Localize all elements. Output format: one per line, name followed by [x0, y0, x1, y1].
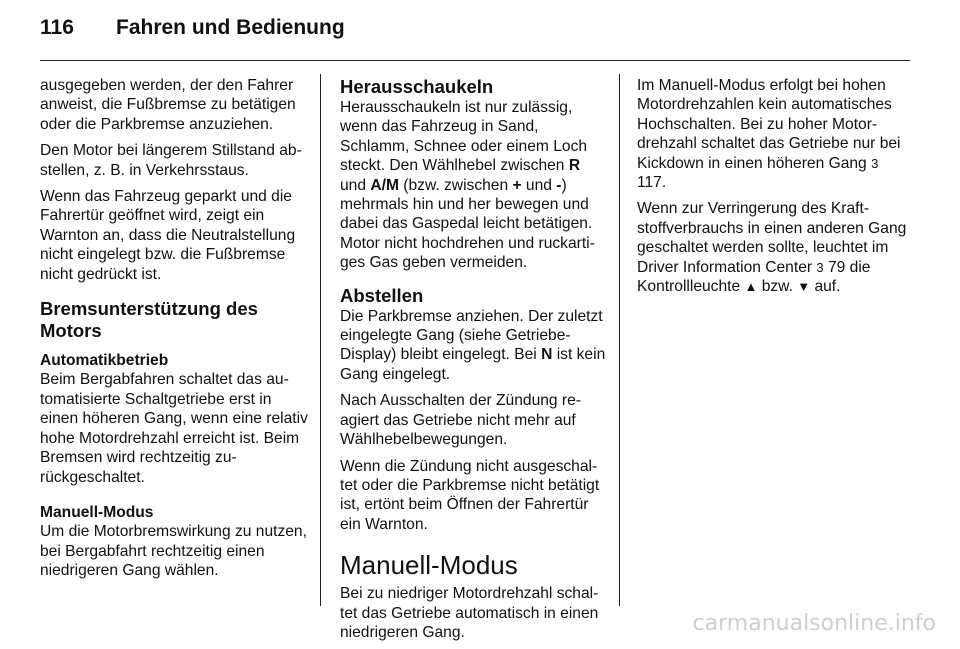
paragraph: Wenn die Zündung nicht ausgeschaltet oder die Parkbremse nicht betätigt ist, ertönt beim Öffnen der Fahrertür ein Warnton. — [340, 457, 600, 533]
key-am: A/M — [370, 176, 399, 194]
text-run: bzw. — [757, 278, 798, 296]
text-run: Herausschaukeln ist nur zulässig, wenn das Fahrzeug in Sand, Schlamm, Schnee oder einem Loch steckt. Den Wählhebel zwischen — [340, 99, 588, 175]
column-3 — [637, 76, 909, 303]
paragraph: Nach Ausschalten der Zündung reagiert das Getriebe nicht mehr auf Wählhebelbewegungen. — [340, 392, 581, 449]
page-reference-icon: 3 — [871, 155, 879, 171]
text-run: ist kein Gang eingelegt. — [340, 346, 606, 383]
paragraph: Beim Bergabfahren schaltet das automatisierte Schaltgetriebe erst in einen höheren Gang, wenn eine relativ hohe Motordrehzahl erreicht ist. Beim Bremsen wird rechtzeitig zurückgeschaltet. — [40, 371, 308, 486]
column-2 — [340, 76, 608, 649]
text-run: die Kontrollleuchte — [637, 258, 871, 296]
text-run: auf. — [810, 278, 841, 296]
text-run: Wenn zur Verringerung des Kraftstoffverbrauchs in einen anderen Gang geschaltet werden sollte, leuchtet im Driver Information Center — [637, 200, 907, 276]
paragraph: Um die Motorbremswirkung zu nutzen, bei Bergabfahrt rechtzeitig einen niedrigeren Gang wählen. — [40, 523, 307, 580]
key-minus: - — [556, 176, 562, 194]
text-run: und — [340, 176, 371, 194]
page-header — [40, 16, 920, 56]
header-rule — [40, 60, 910, 61]
text-run: und — [521, 176, 557, 194]
column-divider-1 — [320, 74, 321, 606]
column-1 — [40, 76, 308, 588]
shift-up-icon: ▲ — [744, 279, 758, 295]
text-run: Die Parkbremse anziehen. Der zuletzt eingelegte Gang (siehe Getriebe-Display) bleibt eingelegt. Bei — [340, 307, 603, 364]
key-plus: + — [512, 176, 522, 194]
page-reference-79[interactable]: 79 — [827, 258, 846, 276]
section-heading-herausschaukeln: Herausschaukeln — [340, 76, 494, 97]
paragraph: ausgegeben werden, der den Fahrer anweist, die Fußbremse zu betätigen oder die Parkbremse anzuziehen. — [40, 77, 296, 133]
key-r: R — [568, 157, 581, 175]
subheading-manuell-modus: Manuell-Modus — [40, 503, 154, 521]
watermark: carmanualsonline.info — [692, 611, 936, 636]
text-run: ) mehrmals hin und her bewegen und dabei das Gaspedal leicht betätigen. Motor nicht hochdrehen und ruckartiges Gas geben vermeiden. — [340, 176, 595, 272]
page-title: Fahren und Bedienung — [116, 16, 345, 39]
paragraph: Bei zu niedriger Motordrehzahl schaltet das Getriebe automatisch in einen niedrigeren Gang. — [340, 585, 599, 641]
text-run: Im Manuell-Modus erfolgt bei hohen Motordrehzahlen kein automatisches Hochschalten. Bei zu hoher Motordrehzahl schaltet das Getriebe nur bei Kickdown in einen höheren Gang — [637, 77, 901, 172]
shift-down-icon: ▼ — [797, 279, 811, 295]
text-run: (bzw. zwischen — [398, 176, 513, 194]
paragraph-hochschalten — [637, 76, 909, 192]
paragraph: Wenn das Fahrzeug geparkt und die Fahrertür geöffnet wird, zeigt ein Warnton an, dass die Neutralstellung nicht eingelegt bzw. die Fußbremse nicht gedrückt ist. — [40, 188, 296, 283]
page-number: 116 — [40, 16, 74, 39]
section-heading-abstellen: Abstellen — [340, 284, 424, 306]
key-n: N — [541, 346, 553, 364]
page-reference-icon: 3 — [816, 259, 824, 275]
subheading-automatikbetrieb: Automatikbetrieb — [40, 352, 169, 370]
paragraph: Den Motor bei längerem Stillstand abstellen, z. B. in Verkehrsstaus. — [40, 142, 302, 179]
paragraph-abstellen-1 — [340, 307, 608, 385]
chapter-heading-manuell-modus: Manuell-Modus — [340, 550, 518, 581]
paragraph-kontrollleuchte — [637, 199, 909, 296]
paragraph-herausschaukeln — [340, 98, 608, 273]
section-heading-bremsunterstuetzung: Bremsunterstützung des Motors — [40, 298, 258, 342]
column-divider-2 — [619, 74, 620, 606]
page-reference-117[interactable]: 117. — [637, 174, 667, 192]
